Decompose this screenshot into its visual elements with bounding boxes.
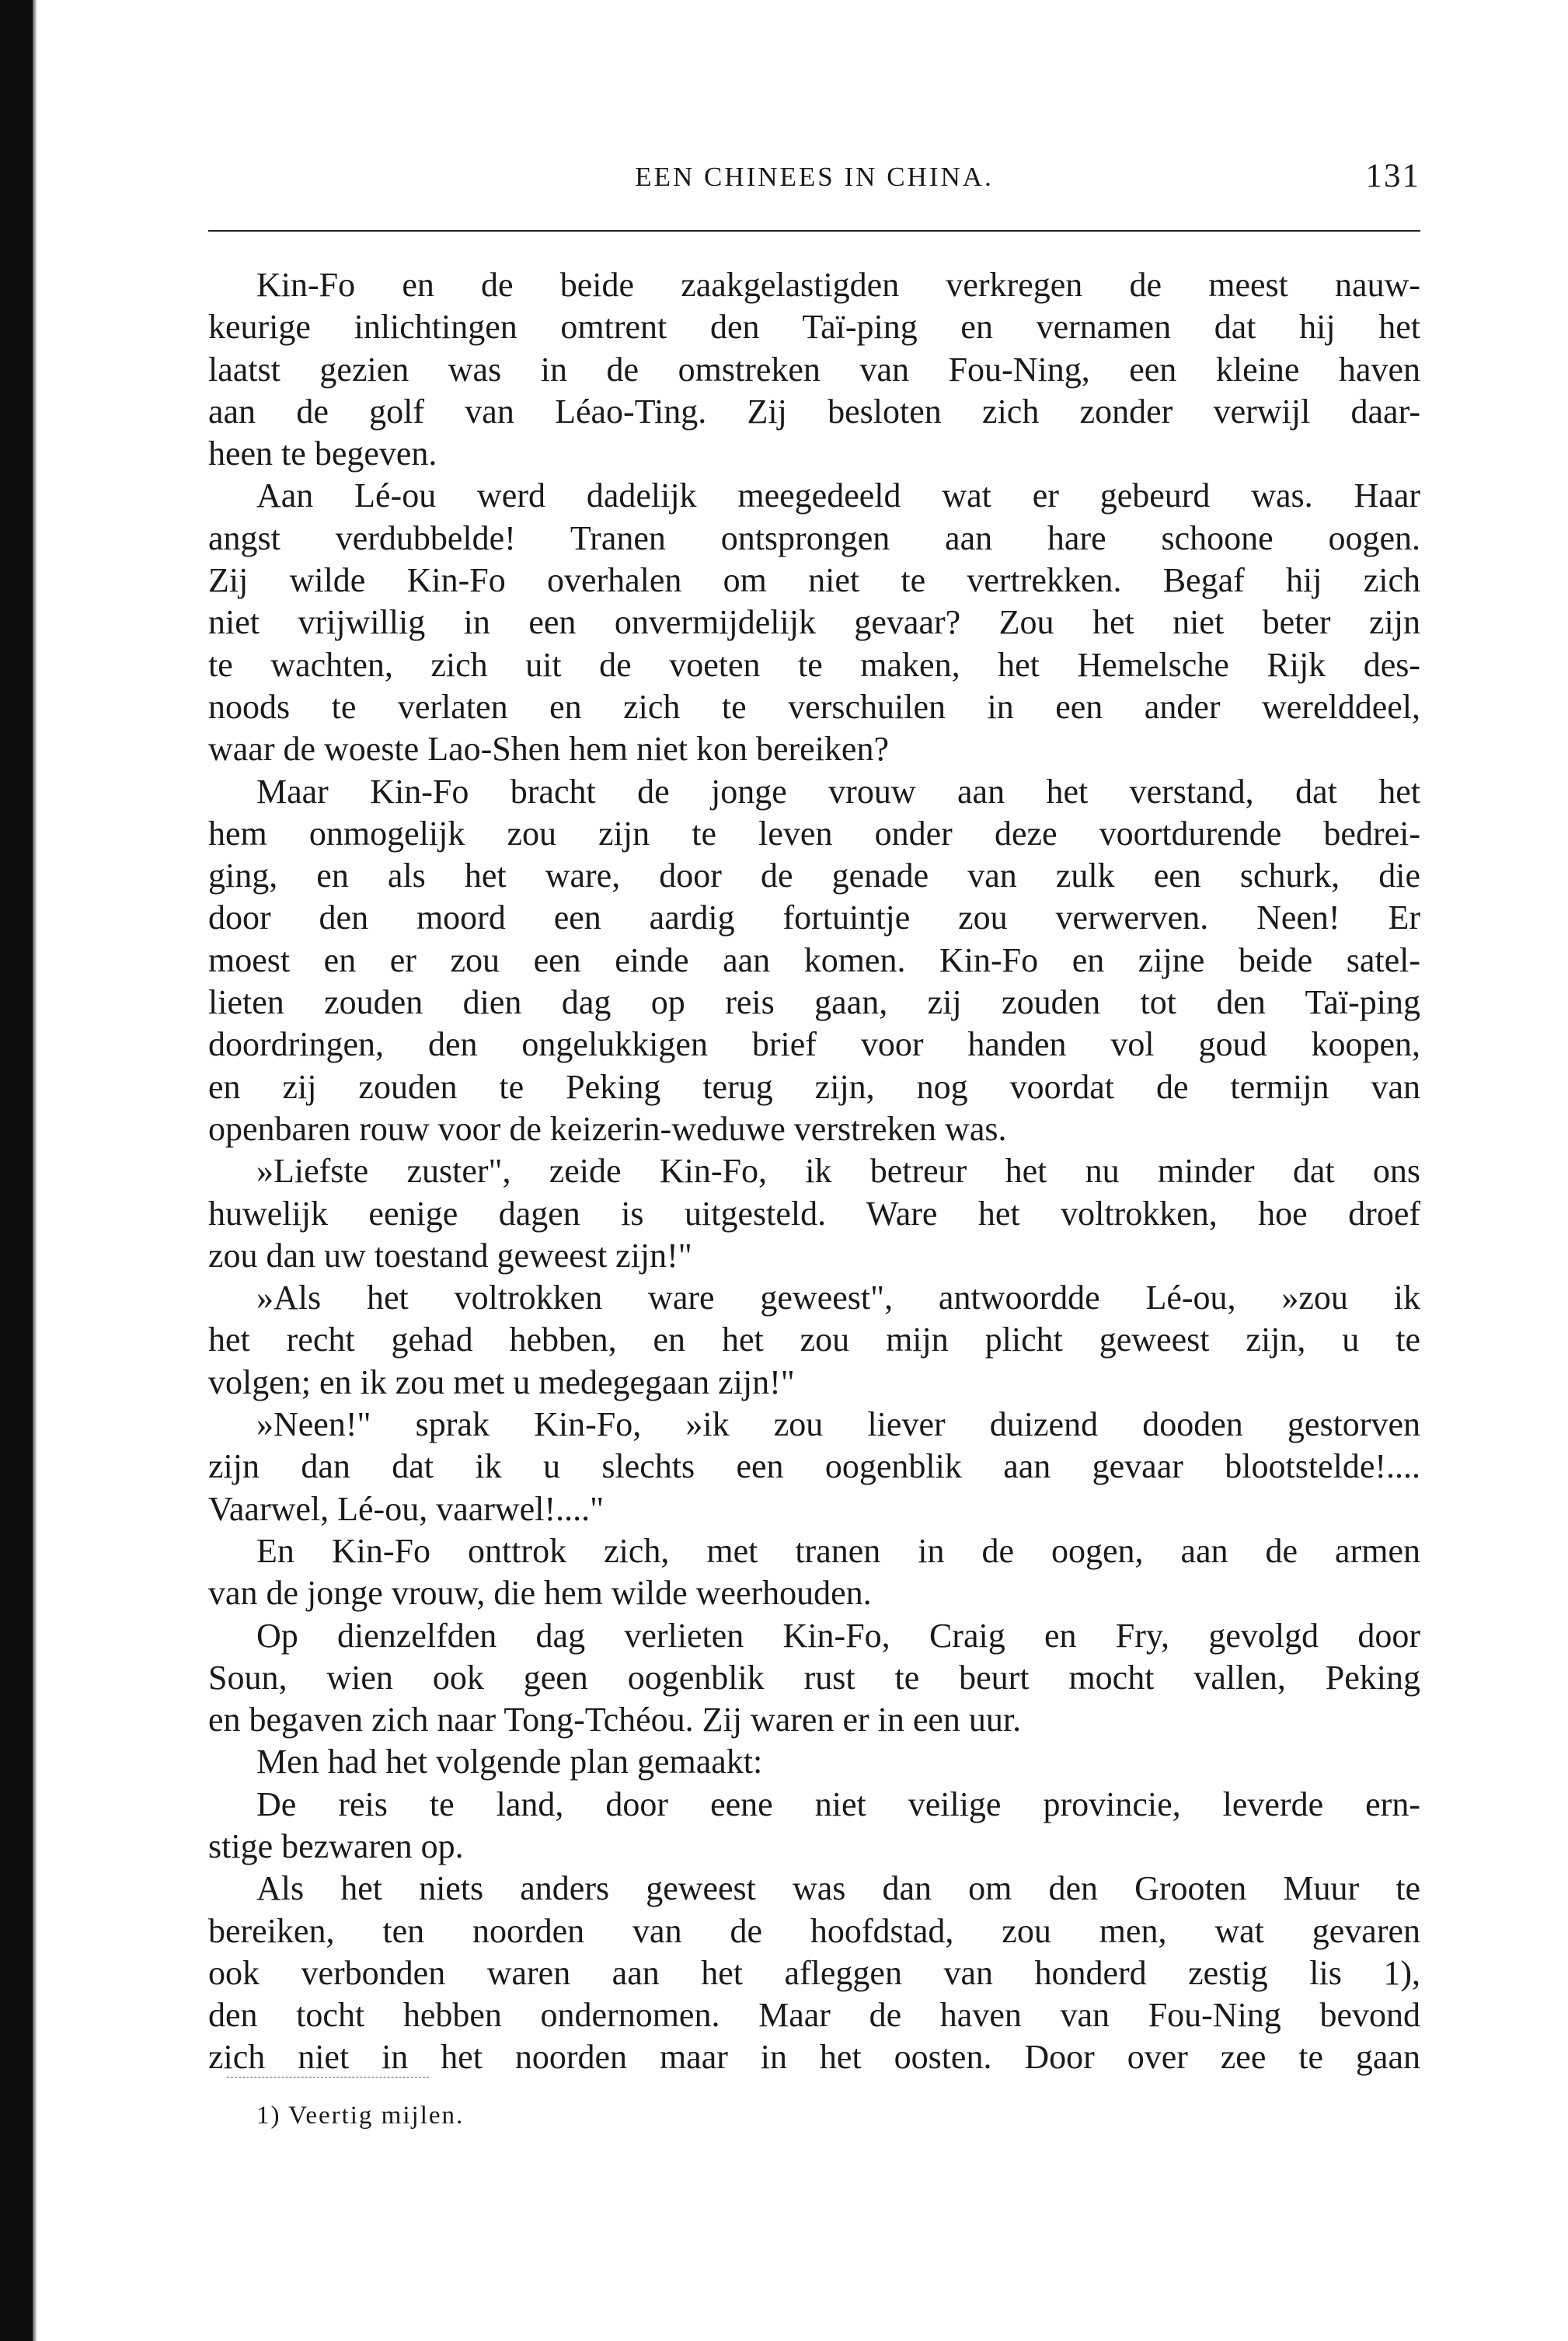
binding-strip: [0, 0, 33, 2341]
body-text: [208, 264, 1420, 2079]
text-line: ging, en als het ware, door de genade van zulk een schurk, die: [208, 857, 1420, 895]
text-line: door den moord een aardig fortuintje zou verwerven. Neen! Er: [208, 898, 1420, 937]
text-line: zich niet in het noorden maar in het oosten. Door over zee te gaan: [208, 2038, 1420, 2077]
text-line: Zij wilde Kin-Fo overhalen om niet te vertrekken. Begaf hij zich: [208, 561, 1420, 600]
text-line: »Liefste zuster", zeide Kin-Fo, ik betreur het nu minder dat ons: [256, 1152, 1420, 1191]
text-line: volgen; en ik zou met u medegegaan zijn!": [208, 1362, 795, 1401]
text-line: De reis te land, door eene niet veilige provincie, leverde ern-: [256, 1785, 1420, 1823]
text-line: lieten zouden dien dag op reis gaan, zij zouden tot den Taï-ping: [208, 983, 1420, 1022]
text-line: noods te verlaten en zich te verschuilen in een ander werelddeel,: [208, 687, 1420, 726]
binding-strip-edge: [33, 0, 37, 2341]
text-line: angst verdubbelde! Tranen ontsprongen aan hare schoone oogen.: [208, 518, 1420, 557]
text-line: den tocht hebben ondernomen. Maar de haven van Fou-Ning bevond: [208, 1996, 1420, 2035]
text-line: en begaven zich naar Tong-Tchéou. Zij waren er in een uur.: [208, 1701, 1022, 1739]
page-number: 131: [1365, 158, 1420, 194]
text-line: ook verbonden waren aan het afleggen van honderd zestig lis 1),: [208, 1953, 1420, 1992]
text-line: zou dan uw toestand geweest zijn!": [208, 1236, 692, 1275]
text-line: laatst gezien was in de omstreken van Fou-Ning, een kleine haven: [208, 350, 1420, 389]
header-rule: [208, 230, 1420, 232]
text-line: »Als het voltrokken ware geweest", antwoordde Lé-ou, »zou ik: [256, 1279, 1420, 1317]
text-line: En Kin-Fo onttrok zich, met tranen in de oogen, aan de armen: [256, 1531, 1420, 1570]
text-line: waar de woeste Lao-Shen hem niet kon bereiken?: [208, 730, 889, 769]
text-line: keurige inlichtingen omtrent den Taï-ping en vernamen dat hij het: [208, 308, 1420, 347]
text-line: en zij zouden te Peking terug zijn, nog voordat de termijn van: [208, 1067, 1420, 1106]
text-line: openbaren rouw voor de keizerin-weduwe verstreken was.: [208, 1109, 1007, 1148]
text-line: van de jonge vrouw, die hem wilde weerhouden.: [208, 1574, 872, 1613]
text-line: stige bezwaren op.: [208, 1826, 464, 1865]
running-title: EEN CHINEES IN CHINA.: [635, 162, 994, 192]
text-line: Op dienzelfden dag verlieten Kin-Fo, Craig en Fry, gevolgd door: [256, 1616, 1420, 1655]
text-line: Men had het volgende plan gemaakt:: [256, 1743, 763, 1781]
text-line: huwelijk eenige dagen is uitgesteld. Ware het voltrokken, hoe droef: [208, 1194, 1420, 1233]
page-header: [208, 157, 1420, 204]
text-line: niet vrijwillig in een onvermijdelijk gevaar? Zou het niet beter zijn: [208, 603, 1420, 642]
footnote-rule: [227, 2077, 429, 2078]
text-line: moest en er zou een einde aan komen. Kin-Fo en zijne beide satel-: [208, 940, 1420, 979]
text-line: Soun, wien ook geen oogenblik rust te beurt mocht vallen, Peking: [208, 1658, 1420, 1697]
text-line: doordringen, den ongelukkigen brief voor handen vol goud koopen,: [208, 1025, 1420, 1064]
text-line: Maar Kin-Fo bracht de jonge vrouw aan het verstand, dat het: [256, 772, 1420, 811]
footnote: 1) Veertig mijlen.: [256, 2102, 465, 2130]
text-line: Kin-Fo en de beide zaakgelastigden verkregen de meest nauw-: [256, 266, 1420, 304]
text-line: zijn dan dat ik u slechts een oogenblik aan gevaar blootstelde!....: [208, 1447, 1420, 1486]
text-line: bereiken, ten noorden van de hoofdstad, zou men, wat gevaren: [208, 1911, 1420, 1950]
text-line: Vaarwel, Lé-ou, vaarwel!....": [208, 1489, 605, 1528]
text-line: heen te begeven.: [208, 434, 437, 473]
text-line: »Neen!" sprak Kin-Fo, »ik zou liever duizend dooden gestorven: [256, 1405, 1420, 1444]
text-line: te wachten, zich uit de voeten te maken, het Hemelsche Rijk des-: [208, 645, 1420, 684]
text-line: hem onmogelijk zou zijn te leven onder deze voortdurende bedrei-: [208, 814, 1420, 853]
text-line: Als het niets anders geweest was dan om den Grooten Muur te: [256, 1869, 1420, 1908]
text-line: het recht gehad hebben, en het zou mijn plicht geweest zijn, u te: [208, 1321, 1420, 1359]
text-line: Aan Lé-ou werd dadelijk meegedeeld wat er gebeurd was. Haar: [256, 476, 1420, 515]
text-line: aan de golf van Léao-Ting. Zij besloten zich zonder verwijl daar-: [208, 392, 1420, 431]
